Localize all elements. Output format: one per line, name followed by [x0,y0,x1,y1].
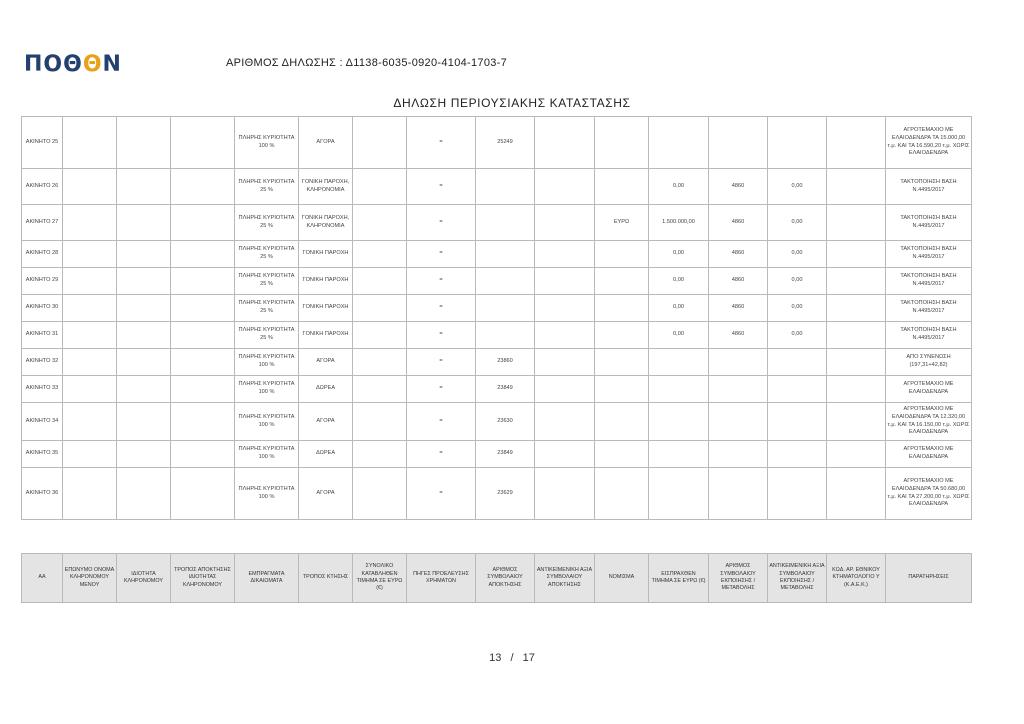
cell-aa: ΑΚΙΝΗΤΟ 28 [22,241,63,268]
declaration-number: ΑΡΙΘΜΟΣ ΔΗΛΩΣΗΣ : Δ1138-6035-0920-4104-1703-7 [226,57,508,69]
cell-empty [117,205,171,241]
cell-empty [535,403,595,441]
cell-empty [535,241,595,268]
cell-received: 0,00 [649,169,709,205]
cell-contract: 23629 [476,468,535,520]
cell-received: 0,00 [649,241,709,268]
cell-received [649,403,709,441]
cell-rights: ΠΛΗΡΗΣ ΚΥΡΙΟΤΗΤΑ 25 % [235,205,299,241]
cell-remarks: ΤΑΚΤΟΠΟΙΗΣΗ ΒΑΣΗ Ν.4495/2017 [886,295,972,322]
column-header: ΣΥΝΟΛΙΚΟ ΚΑΤΑΒΛΗΘΕΝ ΤΙΜΗΜΑ ΣΕ ΕΥΡΩ (€) [353,554,407,603]
column-header: ΕΜΠΡΑΓΜΑΤΑ ΔΙΚΑΙΩΜΑΤΑ [235,554,299,603]
cell-empty [63,268,117,295]
table-row [22,241,972,268]
cell-empty [827,376,886,403]
cell-empty [535,295,595,322]
cell-empty [117,441,171,468]
cell-contract [476,241,535,268]
cell-empty [117,468,171,520]
cell-rights: ΠΛΗΡΗΣ ΚΥΡΙΟΤΗΤΑ 25 % [235,169,299,205]
cell-src: = [407,205,476,241]
cell-empty [353,117,407,169]
cell-acq: ΑΓΟΡΑ [299,117,353,169]
cell-rights: ΠΛΗΡΗΣ ΚΥΡΙΟΤΗΤΑ 100 % [235,117,299,169]
cell-aa: ΑΚΙΝΗΤΟ 33 [22,376,63,403]
cell-remarks: ΑΓΡΟΤΕΜΑΧΙΟ ΜΕ ΕΛΑΙΟΔΕΝΔΡΑ ΤΑ 50.680,00 τ.μ. ΚΑΙ ΤΑ 27.200,00 τ.μ. ΧΩΡΙΣ ΕΛΑΙΟΔΕΝΔΡΑ [886,468,972,520]
cell-acq: ΓΟΝΙΚΗ ΠΑΡΟΧΗ [299,322,353,349]
table-row [22,468,972,520]
cell-src: = [407,295,476,322]
cell-aa: ΑΚΙΝΗΤΟ 26 [22,169,63,205]
cell-currency [595,403,649,441]
cell-currency [595,295,649,322]
cell-currency [595,169,649,205]
page-separator: / [510,652,514,664]
table-row [22,322,972,349]
cell-received [649,468,709,520]
column-header: ΑΝΤΙΚΕΙΜΕΝΙΚΗ ΑΞΙΑ ΣΥΜΒΟΛΑΙΟΥ ΕΚΠΟΙΗΣΗΣ / ΜΕΤΑΒΟΛΗΣ [768,554,827,603]
cell-remarks: ΤΑΚΤΟΠΟΙΗΣΗ ΒΑΣΗ Ν.4495/2017 [886,322,972,349]
cell-received [649,376,709,403]
cell-remarks: ΑΓΡΟΤΕΜΑΧΙΟ ΜΕ ΕΛΑΙΟΔΕΝΔΡΑ [886,376,972,403]
brand-logo: ΠΟΘΘΝ [24,52,122,77]
cell-src: = [407,376,476,403]
cell-empty [535,117,595,169]
cell-received: 0,00 [649,322,709,349]
cell-empty [827,468,886,520]
cell-empty [827,241,886,268]
page-current: 13 [489,652,502,664]
cell-empty [63,169,117,205]
cell-empty [171,349,235,376]
cell-contract: 23849 [476,376,535,403]
property-table [21,116,972,520]
cell-empty [827,441,886,468]
page-title: ΔΗΛΩΣΗ ΠΕΡΙΟΥΣΙΑΚΗΣ ΚΑΤΑΣΤΑΣΗΣ [393,96,631,110]
cell-rights: ΠΛΗΡΗΣ ΚΥΡΙΟΤΗΤΑ 100 % [235,468,299,520]
cell-remarks: ΤΑΚΤΟΠΟΙΗΣΗ ΒΑΣΗ Ν.4495/2017 [886,268,972,295]
cell-remarks: ΤΑΚΤΟΠΟΙΗΣΗ ΒΑΣΗ Ν.4495/2017 [886,205,972,241]
cell-empty [353,468,407,520]
cell-contract2: 4860 [709,268,768,295]
column-header: ΙΔΙΟΤΗΤΑ ΚΛΗΡΟΝΟΜΟΥ [117,554,171,603]
cell-contract2: 4860 [709,169,768,205]
cell-src: = [407,117,476,169]
cell-empty [63,295,117,322]
cell-empty [535,376,595,403]
cell-src: = [407,268,476,295]
cell-remarks: ΑΓΡΟΤΕΜΑΧΙΟ ΜΕ ΕΛΑΙΟΔΕΝΔΡΑ [886,441,972,468]
cell-value2: 0,00 [768,295,827,322]
cell-aa: ΑΚΙΝΗΤΟ 31 [22,322,63,349]
table-row [22,403,972,441]
table-row [22,295,972,322]
cell-empty [171,441,235,468]
cell-contract2 [709,441,768,468]
cell-empty [353,441,407,468]
cell-rights: ΠΛΗΡΗΣ ΚΥΡΙΟΤΗΤΑ 100 % [235,349,299,376]
cell-currency [595,349,649,376]
cell-value2: 0,00 [768,169,827,205]
table-row [22,441,972,468]
cell-received: 0,00 [649,295,709,322]
cell-contract2: 4860 [709,241,768,268]
page-indicator [0,652,1024,664]
cell-value2 [768,441,827,468]
cell-acq: ΓΟΝΙΚΗ ΠΑΡΟΧΗ [299,295,353,322]
cell-received: 0,00 [649,268,709,295]
cell-contract: 23860 [476,349,535,376]
cell-empty [353,322,407,349]
cell-aa: ΑΚΙΝΗΤΟ 32 [22,349,63,376]
cell-empty [117,169,171,205]
cell-empty [353,169,407,205]
table-row [22,169,972,205]
column-header: ΑΝΤΙΚΕΙΜΕΝΙΚΗ ΑΞΙΑ ΣΥΜΒΟΛΑΙΟΥ ΑΠΟΚΤΗΣΗΣ [535,554,595,603]
cell-empty [171,403,235,441]
cell-rights: ΠΛΗΡΗΣ ΚΥΡΙΟΤΗΤΑ 25 % [235,268,299,295]
cell-rights: ΠΛΗΡΗΣ ΚΥΡΙΟΤΗΤΑ 25 % [235,322,299,349]
cell-acq: ΔΩΡΕΑ [299,441,353,468]
cell-contract [476,268,535,295]
cell-aa: ΑΚΙΝΗΤΟ 34 [22,403,63,441]
cell-empty [117,117,171,169]
cell-empty [63,117,117,169]
table-row [22,117,972,169]
cell-value2 [768,403,827,441]
column-header: ΑΡΙΘΜΟΣ ΣΥΜΒΟΛΑΙΟΥ ΑΠΟΚΤΗΣΗΣ [476,554,535,603]
cell-empty [171,376,235,403]
cell-empty [827,268,886,295]
cell-received: 1.500.000,00 [649,205,709,241]
cell-remarks: ΑΠΟ ΣΥΝΕΝΩΣΗ (197,31+42,82) [886,349,972,376]
cell-empty [63,468,117,520]
cell-empty [63,403,117,441]
cell-contract2 [709,468,768,520]
cell-empty [117,322,171,349]
cell-contract2: 4860 [709,205,768,241]
column-header: ΑΑ [22,554,63,603]
cell-contract [476,169,535,205]
table-row [22,205,972,241]
table-row [22,349,972,376]
cell-currency: ΕΥΡΩ [595,205,649,241]
cell-empty [63,241,117,268]
column-header: ΤΡΟΠΟΣ ΑΠΟΚΤΗΣΗΣ ΙΔΙΟΤΗΤΑΣ ΚΛΗΡΟΝΟΜΟΥ [171,554,235,603]
cell-currency [595,468,649,520]
cell-currency [595,241,649,268]
column-header: ΤΡΟΠΟΣ ΚΤΗΣΗΣ [299,554,353,603]
cell-empty [171,117,235,169]
cell-empty [63,349,117,376]
cell-empty [171,205,235,241]
cell-remarks: ΑΓΡΟΤΕΜΑΧΙΟ ΜΕ ΕΛΑΙΟΔΕΝΔΡΑ ΤΑ 12.320,00 τ.μ. ΚΑΙ ΤΑ 16.150,00 τ.μ. ΧΩΡΙΣ ΕΛΑΙΟΔΕΝΔΡΑ [886,403,972,441]
cell-value2: 0,00 [768,322,827,349]
cell-aa: ΑΚΙΝΗΤΟ 27 [22,205,63,241]
cell-acq: ΑΓΟΡΑ [299,349,353,376]
cell-aa: ΑΚΙΝΗΤΟ 35 [22,441,63,468]
cell-empty [535,322,595,349]
cell-rights: ΠΛΗΡΗΣ ΚΥΡΙΟΤΗΤΑ 100 % [235,403,299,441]
cell-empty [171,169,235,205]
column-header: ΑΡΙΘΜΟΣ ΣΥΜΒΟΛΑΙΟΥ ΕΚΠΟΙΗΣΗΣ /ΜΕΤΑΒΟΛΗΣ [709,554,768,603]
cell-empty [535,468,595,520]
cell-empty [827,205,886,241]
cell-empty [117,403,171,441]
cell-empty [117,268,171,295]
cell-empty [117,241,171,268]
cell-remarks: ΤΑΚΤΟΠΟΙΗΣΗ ΒΑΣΗ Ν.4495/2017 [886,169,972,205]
cell-acq: ΓΟΝΙΚΗ ΠΑΡΟΧΗ, ΚΛΗΡΟΝΟΜΙΑ [299,169,353,205]
cell-empty [535,349,595,376]
cell-contract2 [709,403,768,441]
cell-received [649,349,709,376]
cell-empty [353,349,407,376]
cell-acq: ΑΓΟΡΑ [299,468,353,520]
page-total: 17 [522,652,535,664]
cell-src: = [407,322,476,349]
cell-remarks: ΤΑΚΤΟΠΟΙΗΣΗ ΒΑΣΗ Ν.4495/2017 [886,241,972,268]
cell-contract [476,295,535,322]
cell-empty [353,241,407,268]
cell-value2 [768,376,827,403]
cell-aa: ΑΚΙΝΗΤΟ 36 [22,468,63,520]
cell-empty [171,468,235,520]
cell-empty [171,241,235,268]
column-header-table [21,553,972,603]
cell-empty [353,295,407,322]
cell-acq: ΓΟΝΙΚΗ ΠΑΡΟΧΗ [299,241,353,268]
cell-empty [827,349,886,376]
cell-empty [827,117,886,169]
cell-rights: ΠΛΗΡΗΣ ΚΥΡΙΟΤΗΤΑ 25 % [235,241,299,268]
cell-acq: ΑΓΟΡΑ [299,403,353,441]
cell-src: = [407,349,476,376]
cell-src: = [407,403,476,441]
cell-empty [353,403,407,441]
column-header: ΚΩΔ. ΑΡ. ΕΘΝΙΚΟΥ ΚΤΗΜΑΤΟΛΟΓΙΟ Υ (Κ.Α.Ε.Κ.) [827,554,886,603]
cell-contract2: 4860 [709,295,768,322]
cell-contract: 23630 [476,403,535,441]
cell-contract [476,322,535,349]
cell-empty [827,295,886,322]
cell-empty [827,322,886,349]
cell-value2 [768,468,827,520]
cell-remarks: ΑΓΡΟΤΕΜΑΧΙΟ ΜΕ ΕΛΑΙΟΔΕΝΔΡΑ ΤΑ 15.000,00 τ.μ. ΚΑΙ ΤΑ 16.590,20 τ.μ. ΧΩΡΙΣ ΕΛΑΙΟΔΕΝΔΡΑ [886,117,972,169]
cell-received [649,441,709,468]
cell-src: = [407,169,476,205]
cell-received [649,117,709,169]
cell-value2 [768,349,827,376]
cell-empty [353,268,407,295]
cell-contract2: 4860 [709,322,768,349]
cell-value2: 0,00 [768,205,827,241]
cell-currency [595,322,649,349]
cell-empty [117,376,171,403]
cell-currency [595,268,649,295]
cell-empty [63,441,117,468]
cell-rights: ΠΛΗΡΗΣ ΚΥΡΙΟΤΗΤΑ 25 % [235,295,299,322]
cell-empty [63,376,117,403]
cell-empty [535,205,595,241]
table-row [22,376,972,403]
cell-empty [63,322,117,349]
column-header: ΕΠΩΝΥΜΟ ΟΝΟΜΑ ΚΛΗΡΟΝΟΜΟΥ ΜΕΝΟΥ [63,554,117,603]
column-header: ΝΟΜΙΣΜΑ [595,554,649,603]
cell-acq: ΔΩΡΕΑ [299,376,353,403]
cell-empty [827,169,886,205]
cell-contract: 23849 [476,441,535,468]
cell-contract2 [709,349,768,376]
cell-contract2 [709,117,768,169]
cell-aa: ΑΚΙΝΗΤΟ 25 [22,117,63,169]
cell-acq: ΓΟΝΙΚΗ ΠΑΡΟΧΗ [299,268,353,295]
cell-aa: ΑΚΙΝΗΤΟ 29 [22,268,63,295]
cell-empty [117,349,171,376]
cell-empty [63,205,117,241]
cell-empty [535,441,595,468]
cell-empty [535,268,595,295]
cell-empty [171,322,235,349]
column-header: ΠΗΓΕΣ ΠΡΟΕΛΕΥΣΗΣ ΧΡΗΜΑΤΩΝ [407,554,476,603]
cell-contract [476,205,535,241]
column-header: ΠΑΡΑΤΗΡΗΣΕΙΣ [886,554,972,603]
cell-empty [827,403,886,441]
cell-rights: ΠΛΗΡΗΣ ΚΥΡΙΟΤΗΤΑ 100 % [235,376,299,403]
cell-currency [595,117,649,169]
cell-empty [171,295,235,322]
cell-empty [353,205,407,241]
cell-empty [117,295,171,322]
cell-currency [595,441,649,468]
cell-contract2 [709,376,768,403]
cell-contract: 25249 [476,117,535,169]
cell-src: = [407,241,476,268]
cell-value2: 0,00 [768,241,827,268]
cell-currency [595,376,649,403]
cell-src: = [407,441,476,468]
cell-empty [353,376,407,403]
column-header: ΕΙΣΠΡΑΧΘΕΝ ΤΙΜΗΜΑ ΣΕ ΕΥΡΩ (€) [649,554,709,603]
cell-empty [535,169,595,205]
cell-acq: ΓΟΝΙΚΗ ΠΑΡΟΧΗ, ΚΛΗΡΟΝΟΜΙΑ [299,205,353,241]
table-row [22,268,972,295]
cell-src: = [407,468,476,520]
cell-value2 [768,117,827,169]
cell-value2: 0,00 [768,268,827,295]
cell-empty [171,268,235,295]
cell-aa: ΑΚΙΝΗΤΟ 30 [22,295,63,322]
cell-rights: ΠΛΗΡΗΣ ΚΥΡΙΟΤΗΤΑ 100 % [235,441,299,468]
